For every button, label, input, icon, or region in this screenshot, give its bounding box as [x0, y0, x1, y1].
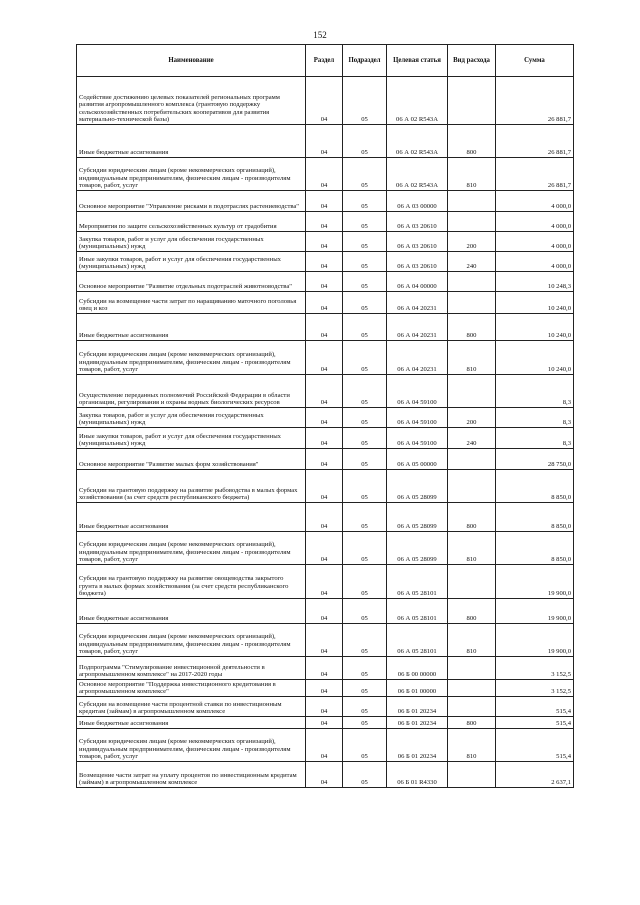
cell-celevaya: 06 А 02 R543А [387, 77, 448, 125]
cell-podrazdel: 05 [343, 252, 387, 272]
cell-summa: 4 000,0 [496, 232, 574, 252]
cell-summa: 19 900,0 [496, 599, 574, 624]
cell-podrazdel: 05 [343, 599, 387, 624]
cell-podrazdel: 05 [343, 624, 387, 657]
table-row [77, 428, 574, 449]
cell-summa: 8 850,0 [496, 532, 574, 565]
cell-vid: 800 [448, 503, 496, 532]
table-body [77, 77, 574, 788]
table-row [77, 125, 574, 158]
cell-summa: 19 900,0 [496, 565, 574, 599]
cell-name: Субсидии юридическим лицам (кроме некоммерческих организаций), индивидуальным предпринимателям, физическим лицам - производителям товаров, работ, услуг [77, 729, 306, 762]
cell-vid: 240 [448, 252, 496, 272]
cell-razdel: 04 [306, 657, 343, 680]
header-podrazdel: Подраздел [343, 45, 387, 77]
cell-summa: 8,3 [496, 428, 574, 449]
cell-celevaya: 06 А 04 20231 [387, 341, 448, 375]
cell-summa: 26 881,7 [496, 125, 574, 158]
cell-celevaya: 06 А 03 20610 [387, 212, 448, 232]
cell-summa: 10 240,0 [496, 292, 574, 314]
table-row [77, 272, 574, 292]
cell-vid [448, 191, 496, 212]
cell-razdel: 04 [306, 717, 343, 729]
cell-podrazdel: 05 [343, 762, 387, 788]
cell-summa: 26 881,7 [496, 158, 574, 191]
cell-vid: 800 [448, 599, 496, 624]
cell-podrazdel: 05 [343, 232, 387, 252]
table-row [77, 314, 574, 341]
cell-celevaya: 06 Б 01 00000 [387, 680, 448, 697]
page-number: 152 [313, 30, 327, 40]
cell-razdel: 04 [306, 212, 343, 232]
cell-summa: 10 248,3 [496, 272, 574, 292]
cell-celevaya: 06 А 04 59100 [387, 375, 448, 408]
cell-celevaya: 06 А 04 00000 [387, 272, 448, 292]
cell-podrazdel: 05 [343, 341, 387, 375]
cell-podrazdel: 05 [343, 428, 387, 449]
cell-vid [448, 565, 496, 599]
cell-celevaya: 06 А 04 59100 [387, 408, 448, 428]
cell-celevaya: 06 А 03 00000 [387, 191, 448, 212]
cell-summa: 3 152,5 [496, 657, 574, 680]
cell-vid: 240 [448, 428, 496, 449]
cell-razdel: 04 [306, 470, 343, 503]
cell-name: Иные бюджетные ассигнования [77, 314, 306, 341]
cell-podrazdel: 05 [343, 158, 387, 191]
cell-summa: 2 637,1 [496, 762, 574, 788]
cell-name: Содействие достижению целевых показателей региональных программ развития агропромышленного комплекса (грантовую поддержку сельскохозяйственных потребительских кооперативов для развития материально-технической базы) [77, 77, 306, 125]
cell-vid: 800 [448, 314, 496, 341]
cell-vid [448, 212, 496, 232]
cell-razdel: 04 [306, 428, 343, 449]
cell-podrazdel: 05 [343, 680, 387, 697]
cell-vid: 810 [448, 532, 496, 565]
cell-name: Иные бюджетные ассигнования [77, 717, 306, 729]
header-vid: Вид расхода [448, 45, 496, 77]
table-row [77, 292, 574, 314]
cell-name: Субсидии на грантовую поддержку на развитие овощеводства закрытого грунта в малых формах хозяйствования (за счет средств республиканского бюджета) [77, 565, 306, 599]
cell-celevaya: 06 А 03 20610 [387, 252, 448, 272]
table-row [77, 375, 574, 408]
cell-podrazdel: 05 [343, 191, 387, 212]
cell-podrazdel: 05 [343, 408, 387, 428]
cell-summa: 3 152,5 [496, 680, 574, 697]
cell-podrazdel: 05 [343, 657, 387, 680]
cell-name: Субсидии юридическим лицам (кроме некоммерческих организаций), индивидуальным предпринимателям, физическим лицам - производителям товаров, работ, услуг [77, 158, 306, 191]
cell-celevaya: 06 Б 00 00000 [387, 657, 448, 680]
cell-summa: 8,3 [496, 375, 574, 408]
cell-name: Субсидии юридическим лицам (кроме некоммерческих организаций), индивидуальным предпринимателям, физическим лицам - производителям товаров, работ, услуг [77, 341, 306, 375]
cell-celevaya: 06 А 05 28101 [387, 599, 448, 624]
cell-name: Основное мероприятие "Управление рисками в подотраслях растениеводства" [77, 191, 306, 212]
budget-table [76, 44, 574, 788]
table-row [77, 232, 574, 252]
cell-celevaya: 06 А 05 28099 [387, 503, 448, 532]
cell-vid [448, 470, 496, 503]
cell-name: Субсидии юридическим лицам (кроме некоммерческих организаций), индивидуальным предпринимателям, физическим лицам - производителям товаров, работ, услуг [77, 624, 306, 657]
cell-name: Иные бюджетные ассигнования [77, 125, 306, 158]
cell-summa: 515,4 [496, 697, 574, 717]
cell-summa: 4 000,0 [496, 191, 574, 212]
cell-vid: 800 [448, 717, 496, 729]
cell-celevaya: 06 А 05 28101 [387, 624, 448, 657]
cell-name: Основное мероприятие "Развитие малых форм хозяйствования" [77, 449, 306, 470]
cell-summa: 26 881,7 [496, 77, 574, 125]
cell-celevaya: 06 А 05 00000 [387, 449, 448, 470]
cell-name: Основное мероприятие "Развитие отдельных подотраслей животноводства" [77, 272, 306, 292]
cell-celevaya: 06 Б 01 20234 [387, 729, 448, 762]
table-row [77, 252, 574, 272]
cell-name: Субсидии юридическим лицам (кроме некоммерческих организаций), индивидуальным предпринимателям, физическим лицам - производителям товаров, работ, услуг [77, 532, 306, 565]
cell-podrazdel: 05 [343, 77, 387, 125]
cell-name: Иные бюджетные ассигнования [77, 503, 306, 532]
cell-name: Возмещение части затрат на уплату процентов по инвестиционным кредитам (займам) в агропромышленном комплексе [77, 762, 306, 788]
cell-name: Основное мероприятие "Поддержка инвестиционного кредитования в агропромышленном комплексе" [77, 680, 306, 697]
table-row [77, 565, 574, 599]
cell-vid [448, 292, 496, 314]
cell-podrazdel: 05 [343, 565, 387, 599]
table-row [77, 697, 574, 717]
table-row [77, 599, 574, 624]
cell-summa: 4 000,0 [496, 252, 574, 272]
table-row [77, 762, 574, 788]
cell-razdel: 04 [306, 449, 343, 470]
cell-summa: 515,4 [496, 729, 574, 762]
table-row [77, 657, 574, 680]
cell-razdel: 04 [306, 252, 343, 272]
cell-razdel: 04 [306, 599, 343, 624]
cell-summa: 8 850,0 [496, 503, 574, 532]
table-row [77, 532, 574, 565]
cell-razdel: 04 [306, 762, 343, 788]
cell-vid [448, 272, 496, 292]
cell-celevaya: 06 Б 01 20234 [387, 717, 448, 729]
cell-celevaya: 06 А 04 20231 [387, 292, 448, 314]
cell-vid: 800 [448, 125, 496, 158]
cell-razdel: 04 [306, 232, 343, 252]
cell-name: Субсидии на грантовую поддержку на развитие рыбоводства в малых формах хозяйствования (за счет средств республиканского бюджета) [77, 470, 306, 503]
cell-celevaya: 06 А 03 20610 [387, 232, 448, 252]
cell-podrazdel: 05 [343, 212, 387, 232]
table-row [77, 624, 574, 657]
cell-vid: 200 [448, 408, 496, 428]
cell-celevaya: 06 А 05 28099 [387, 532, 448, 565]
header-razdel: Раздел [306, 45, 343, 77]
table-row [77, 408, 574, 428]
cell-celevaya: 06 А 02 R543А [387, 125, 448, 158]
cell-razdel: 04 [306, 680, 343, 697]
header-summa: Сумма [496, 45, 574, 77]
cell-razdel: 04 [306, 341, 343, 375]
cell-vid [448, 375, 496, 408]
cell-celevaya: 06 Б 01 R4330 [387, 762, 448, 788]
cell-vid [448, 680, 496, 697]
table-row [77, 729, 574, 762]
cell-vid [448, 697, 496, 717]
cell-vid: 810 [448, 341, 496, 375]
cell-podrazdel: 05 [343, 449, 387, 470]
cell-summa: 8 850,0 [496, 470, 574, 503]
cell-podrazdel: 05 [343, 729, 387, 762]
table-row [77, 212, 574, 232]
table-row [77, 77, 574, 125]
cell-vid: 810 [448, 624, 496, 657]
cell-vid [448, 657, 496, 680]
cell-vid: 810 [448, 158, 496, 191]
cell-summa: 10 240,0 [496, 341, 574, 375]
cell-vid [448, 77, 496, 125]
cell-name: Закупка товаров, работ и услуг для обеспечения государственных (муниципальных) нужд [77, 408, 306, 428]
cell-razdel: 04 [306, 624, 343, 657]
cell-razdel: 04 [306, 158, 343, 191]
cell-celevaya: 06 Б 01 20234 [387, 697, 448, 717]
cell-razdel: 04 [306, 292, 343, 314]
cell-podrazdel: 05 [343, 272, 387, 292]
cell-summa: 8,3 [496, 408, 574, 428]
table-row [77, 680, 574, 697]
table-row [77, 470, 574, 503]
cell-name: Подпрограмма "Стимулирование инвестиционной деятельности в агропромышленном комплексе" на 2017-2020 годы [77, 657, 306, 680]
cell-podrazdel: 05 [343, 697, 387, 717]
cell-razdel: 04 [306, 565, 343, 599]
cell-celevaya: 06 А 04 59100 [387, 428, 448, 449]
cell-podrazdel: 05 [343, 532, 387, 565]
table-row [77, 158, 574, 191]
cell-name: Субсидии на возмещение части затрат по наращиванию маточного поголовья овец и коз [77, 292, 306, 314]
cell-razdel: 04 [306, 191, 343, 212]
cell-podrazdel: 05 [343, 470, 387, 503]
table-row [77, 191, 574, 212]
cell-name: Иные бюджетные ассигнования [77, 599, 306, 624]
table-row [77, 341, 574, 375]
cell-podrazdel: 05 [343, 314, 387, 341]
cell-name: Субсидии на возмещение части процентной ставки по инвестиционным кредитам (займам) в агропромышленном комплексе [77, 697, 306, 717]
cell-vid [448, 449, 496, 470]
cell-vid: 810 [448, 729, 496, 762]
cell-podrazdel: 05 [343, 503, 387, 532]
cell-razdel: 04 [306, 408, 343, 428]
cell-podrazdel: 05 [343, 717, 387, 729]
table-row [77, 717, 574, 729]
table-row [77, 503, 574, 532]
cell-summa: 19 900,0 [496, 624, 574, 657]
table-row [77, 449, 574, 470]
cell-razdel: 04 [306, 272, 343, 292]
cell-name: Иные закупки товаров, работ и услуг для обеспечения государственных (муниципальных) нужд [77, 252, 306, 272]
header-name: Наименование [77, 45, 306, 77]
cell-podrazdel: 05 [343, 292, 387, 314]
cell-razdel: 04 [306, 697, 343, 717]
cell-razdel: 04 [306, 77, 343, 125]
cell-podrazdel: 05 [343, 375, 387, 408]
cell-name: Закупка товаров, работ и услуг для обеспечения государственных (муниципальных) нужд [77, 232, 306, 252]
cell-celevaya: 06 А 05 28099 [387, 470, 448, 503]
cell-vid [448, 762, 496, 788]
cell-podrazdel: 05 [343, 125, 387, 158]
cell-razdel: 04 [306, 314, 343, 341]
cell-razdel: 04 [306, 125, 343, 158]
cell-summa: 28 750,0 [496, 449, 574, 470]
cell-razdel: 04 [306, 729, 343, 762]
cell-name: Мероприятия по защите сельскохозяйственных культур от градобития [77, 212, 306, 232]
cell-summa: 4 000,0 [496, 212, 574, 232]
cell-razdel: 04 [306, 375, 343, 408]
cell-name: Иные закупки товаров, работ и услуг для обеспечения государственных (муниципальных) нужд [77, 428, 306, 449]
cell-summa: 10 240,0 [496, 314, 574, 341]
cell-celevaya: 06 А 05 28101 [387, 565, 448, 599]
cell-celevaya: 06 А 02 R543А [387, 158, 448, 191]
cell-vid: 200 [448, 232, 496, 252]
cell-razdel: 04 [306, 503, 343, 532]
header-celevaya: Целевая статья [387, 45, 448, 77]
cell-name: Осуществление переданных полномочий Российской Федерации в области организации, регулирования и охраны водных биологических ресурсов [77, 375, 306, 408]
table-header-row [77, 45, 574, 77]
cell-summa: 515,4 [496, 717, 574, 729]
cell-celevaya: 06 А 04 20231 [387, 314, 448, 341]
cell-razdel: 04 [306, 532, 343, 565]
